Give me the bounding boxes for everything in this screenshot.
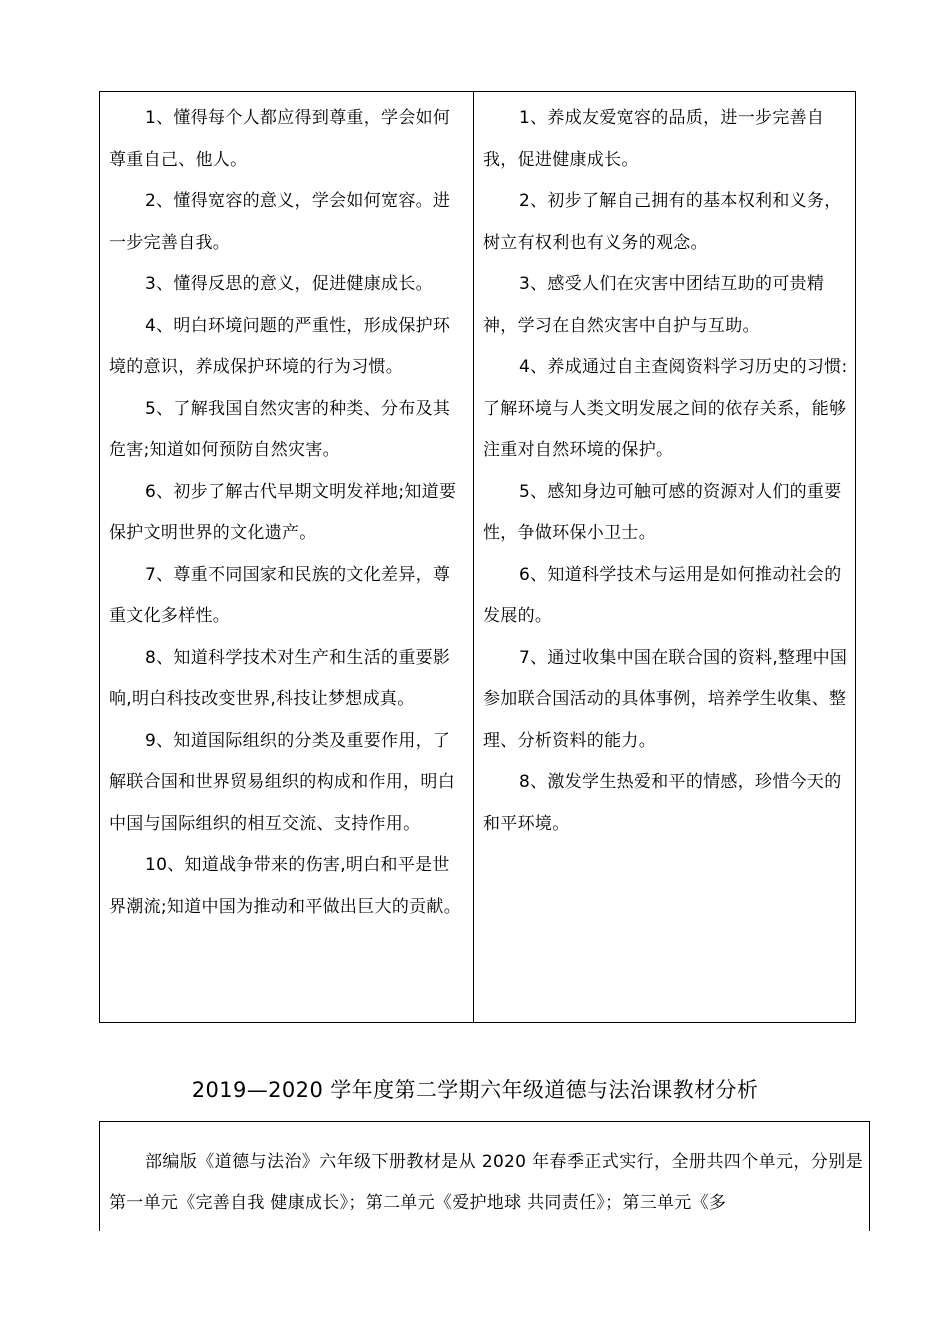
- goals-column-right: [474, 92, 855, 1022]
- goal-item: 9、知道国际组织的分类及重要作用，了解联合国和世界贸易组织的构成和作用，明白中国与国际组织的相互交流、支持作用。: [109, 730, 455, 834]
- goal-item: 5、感知身边可触可感的资源对人们的重要性，争做环保小卫士。: [483, 481, 842, 543]
- section-title: 2019—2020 学年度第二学期六年级道德与法治课教材分析: [191, 1078, 759, 1102]
- goal-item: 1、养成友爱宽容的品质，进一步完善自我，促进健康成长。: [483, 108, 825, 170]
- goal-item: 10、知道战争带来的伤害,明白和平是世界潮流;知道中国为推动和平做出巨大的贡献。: [109, 855, 462, 917]
- goals-table: [99, 91, 856, 1023]
- analysis-paragraph: 部编版《道德与法治》六年级下册教材是从 2020 年春季正式实行，全册共四个单元，分别是第一单元《完善自我 健康成长》；第二单元《爱护地球 共同责任》；第三单元《多: [109, 1152, 863, 1213]
- goal-item: 7、尊重不同国家和民族的文化差异，尊重文化多样性。: [109, 564, 451, 626]
- goal-item: 6、初步了解古代早期文明发祥地;知道要保护文明世界的文化遗产。: [109, 481, 457, 543]
- goal-item: 6、知道科学技术与运用是如何推动社会的发展的。: [483, 564, 842, 626]
- goal-item: 5、了解我国自然灾害的种类、分布及其危害;知道如何预防自然灾害。: [109, 398, 451, 460]
- goals-column-left: [100, 92, 474, 1022]
- goal-item: 3、懂得反思的意义，促进健康成长。: [145, 274, 433, 294]
- goal-item: 8、激发学生热爱和平的情感，珍惜今天的和平环境。: [483, 772, 842, 834]
- goal-item: 8、知道科学技术对生产和生活的重要影响,明白科技改变世界,科技让梦想成真。: [109, 647, 451, 709]
- goal-item: 1、懂得每个人都应得到尊重，学会如何尊重自己、他人。: [109, 108, 451, 170]
- goal-item: 7、通过收集中国在联合国的资料,整理中国参加联合国活动的具体事例，培养学生收集、整理、分析资料的能力。: [483, 647, 848, 751]
- goal-item: 3、感受人们在灾害中团结互助的可贵精神，学习在自然灾害中自护与互助。: [483, 274, 825, 336]
- goal-item: 2、懂得宽容的意义，学会如何宽容。进一步完善自我。: [109, 191, 451, 253]
- goal-item: 4、养成通过自主查阅资料学习历史的习惯:了解环境与人类文明发展之间的依存关系，能够注重对自然环境的保护。: [483, 357, 848, 460]
- analysis-box: [99, 1121, 870, 1231]
- goal-item: 2、初步了解自己拥有的基本权利和义务，树立有权利也有义务的观念。: [483, 191, 842, 253]
- goal-item: 4、明白环境问题的严重性，形成保护环境的意识，养成保护环境的行为习惯。: [109, 315, 451, 377]
